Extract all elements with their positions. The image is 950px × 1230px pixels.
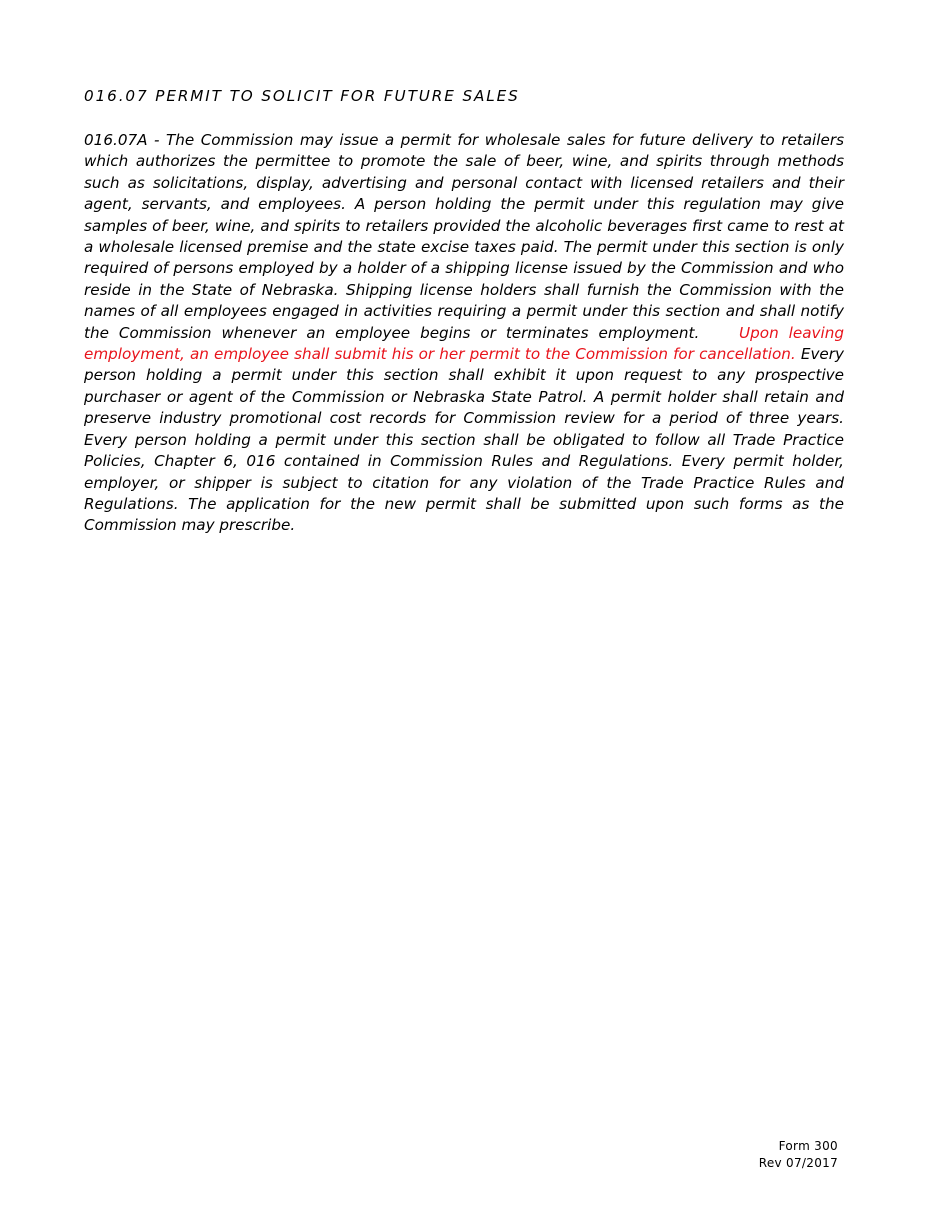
form-revision: Rev 07/2017 [758,1156,838,1170]
regulation-paragraph [84,130,844,537]
form-number: Form 300 [778,1139,838,1153]
paragraph-text-end: Every person holding a permit under this section shall exhibit it upon request to any prospective purchaser or agent of the Commission or Nebraska State Patrol. A permit holder shall retain and preserve industry promotional cost records for Commission review for a period of three years. Every person holding a permit under this section shall be obligated to follow all Trade Practice Policies, Chapter 6, 016 contained in Commission Rules and Regulations. Every permit holder, employer, or shipper is subject to citation for any violation of the Trade Practice Rules and Regulations. The application for the new permit shall be submitted upon such forms as the Commission may prescribe. [84,345,845,535]
section-heading: 016.07 PERMIT TO SOLICIT FOR FUTURE SALES [84,87,520,105]
form-footer [759,1138,838,1172]
highlighted-cancellation-text: Upon leaving employment, an employee shall submit his or her permit to the Commission for cancellation. [84,323,844,364]
paragraph-text-start: 016.07A - The Commission may issue a permit for wholesale sales for future delivery to retailers which authorizes the permittee to promote the sale of beer, wine, and spirits through methods such as solicitations, display, advertising and personal contact with licensed retailers and their agent, servants, and employees. A person holding the permit under this regulation may give samples of beer, wine, and spirits to retailers provided the alcoholic beverages first came to rest at a wholesale licensed premise and the state excise taxes paid. The permit under this section is only required of persons employed by a holder of a shipping license issued by the Commission and who reside in the State of Nebraska. Shipping license holders shall furnish the Commission with the names of all employees engaged in activities requiring a permit under this section and shall notify the Commission whenever an employee begins or terminates employment. [84,131,844,342]
